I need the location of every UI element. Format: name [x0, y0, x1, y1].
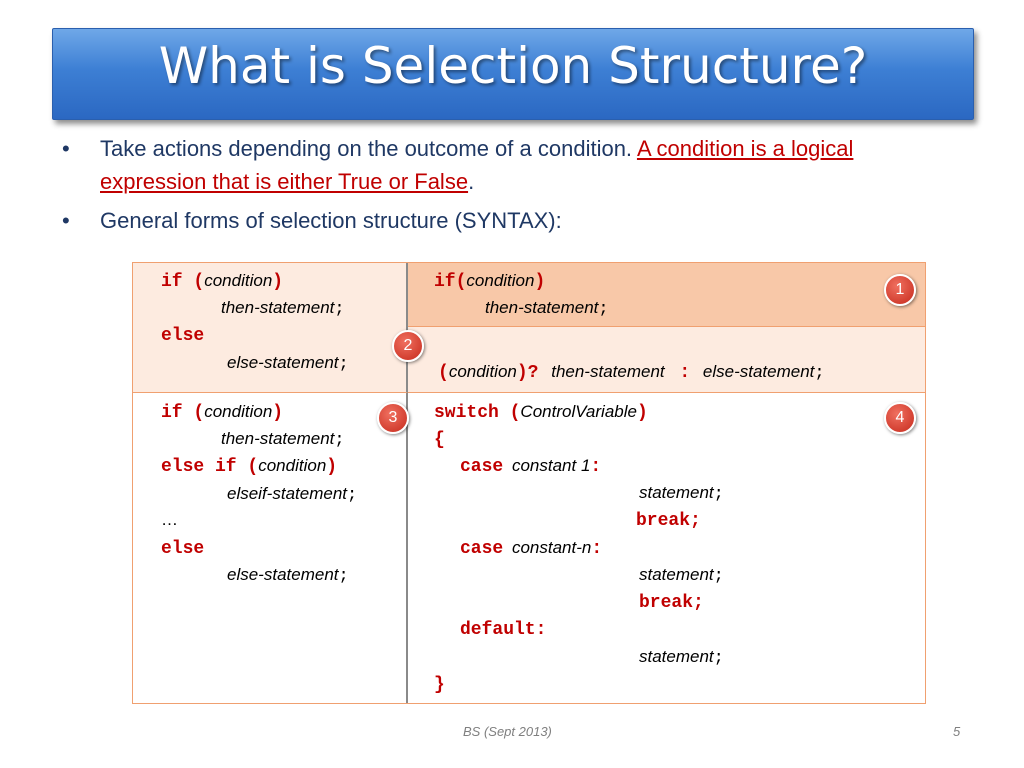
code-placeholder: constant 1 — [511, 456, 591, 475]
if-elseif-cell — [133, 392, 408, 703]
code-punct: ; — [713, 485, 724, 504]
keyword: : — [590, 457, 602, 477]
page-number: 5 — [953, 724, 961, 739]
code-punct: ; — [334, 300, 345, 319]
code-punct: ; — [814, 364, 825, 383]
code-placeholder: then-statement — [551, 362, 665, 381]
switch-cell — [408, 392, 925, 703]
code-line — [639, 565, 724, 586]
code-placeholder: ControlVariable — [520, 402, 637, 421]
code-line — [434, 429, 445, 450]
code-line — [161, 325, 204, 346]
code-line — [227, 353, 349, 374]
code-placeholder: condition — [204, 402, 273, 421]
badge-1: 1 — [884, 274, 916, 306]
title-banner — [52, 28, 974, 120]
keyword: break; — [636, 511, 701, 531]
keyword: ( — [438, 363, 449, 383]
bullet-text: General forms of selection structure (SYNTAX): — [100, 208, 562, 233]
if-else-cell — [133, 263, 408, 392]
bullet-item — [62, 132, 942, 198]
keyword: if ( — [161, 403, 205, 423]
code-placeholder: statement — [639, 565, 714, 584]
footer-text: BS (Sept 2013) — [463, 724, 552, 739]
code-placeholder: else-statement — [227, 353, 339, 372]
slide-title: What is Selection Structure? — [158, 37, 868, 95]
code-punct: ; — [338, 355, 349, 374]
keyword: : — [591, 539, 603, 559]
code-placeholder: statement — [639, 647, 714, 666]
keyword: case — [460, 539, 504, 559]
keyword: ) — [272, 403, 284, 423]
code-line — [161, 271, 283, 292]
code-line — [438, 362, 825, 383]
keyword: switch ( — [434, 403, 521, 423]
keyword: { — [434, 430, 445, 450]
code-line — [227, 565, 349, 586]
keyword: ) — [636, 403, 648, 423]
keyword: default: — [460, 620, 547, 640]
keyword: )? — [516, 363, 539, 383]
keyword: if( — [434, 272, 467, 292]
code-placeholder: condition — [258, 456, 327, 475]
code-line — [485, 298, 609, 319]
code-line — [161, 538, 204, 559]
code-line — [639, 592, 704, 613]
bullet-text: Take actions depending on the outcome of a condition. — [100, 136, 637, 161]
bullet-period: . — [468, 169, 475, 194]
keyword: else if ( — [161, 457, 259, 477]
code-line — [434, 674, 445, 695]
ternary-cell — [408, 327, 925, 392]
code-placeholder: condition — [204, 271, 273, 290]
code-line — [636, 510, 701, 531]
code-punct: ; — [338, 567, 349, 586]
code-line — [161, 456, 337, 477]
keyword: : — [679, 363, 691, 383]
bullet-icon: • — [62, 136, 70, 161]
code-line — [639, 483, 724, 504]
keyword: else — [161, 326, 205, 346]
bullet-item — [62, 204, 942, 237]
code-line: … — [161, 510, 178, 529]
condition-definition-link[interactable]: A condition is a logical expression that is either True or False — [100, 136, 854, 194]
keyword: if ( — [161, 272, 205, 292]
code-line — [221, 429, 345, 450]
code-line — [434, 402, 648, 423]
bullet-list — [62, 132, 942, 243]
code-line — [434, 271, 545, 292]
code-line — [161, 402, 283, 423]
keyword: else — [161, 539, 205, 559]
code-line — [639, 647, 724, 668]
code-placeholder: else-statement — [702, 362, 815, 381]
code-punct: ; — [347, 486, 358, 505]
if-cell — [408, 263, 925, 327]
code-punct: ; — [713, 649, 724, 668]
code-placeholder: then-statement — [485, 298, 599, 317]
keyword: ) — [272, 272, 284, 292]
badge-3: 3 — [377, 402, 409, 434]
keyword: case — [460, 457, 504, 477]
keyword: break; — [639, 593, 704, 613]
code-punct: ; — [598, 300, 609, 319]
code-placeholder: condition — [466, 271, 535, 290]
code-placeholder: then-statement — [221, 298, 335, 317]
code-line — [221, 298, 345, 319]
bullet-icon: • — [62, 208, 70, 233]
code-placeholder: condition — [448, 362, 517, 381]
code-placeholder: elseif-statement — [227, 484, 347, 503]
keyword: } — [434, 675, 445, 695]
code-line — [460, 456, 601, 477]
syntax-table — [132, 262, 926, 704]
code-line — [460, 538, 602, 559]
code-placeholder: statement — [639, 483, 714, 502]
keyword: ) — [534, 272, 546, 292]
code-placeholder: else-statement — [227, 565, 339, 584]
code-punct: ; — [334, 431, 345, 450]
code-placeholder: constant-n — [511, 538, 592, 557]
badge-4: 4 — [884, 402, 916, 434]
code-punct: ; — [713, 567, 724, 586]
code-placeholder: then-statement — [221, 429, 335, 448]
code-line — [460, 619, 546, 640]
keyword: ) — [326, 457, 338, 477]
code-line — [227, 484, 357, 505]
badge-2: 2 — [392, 330, 424, 362]
